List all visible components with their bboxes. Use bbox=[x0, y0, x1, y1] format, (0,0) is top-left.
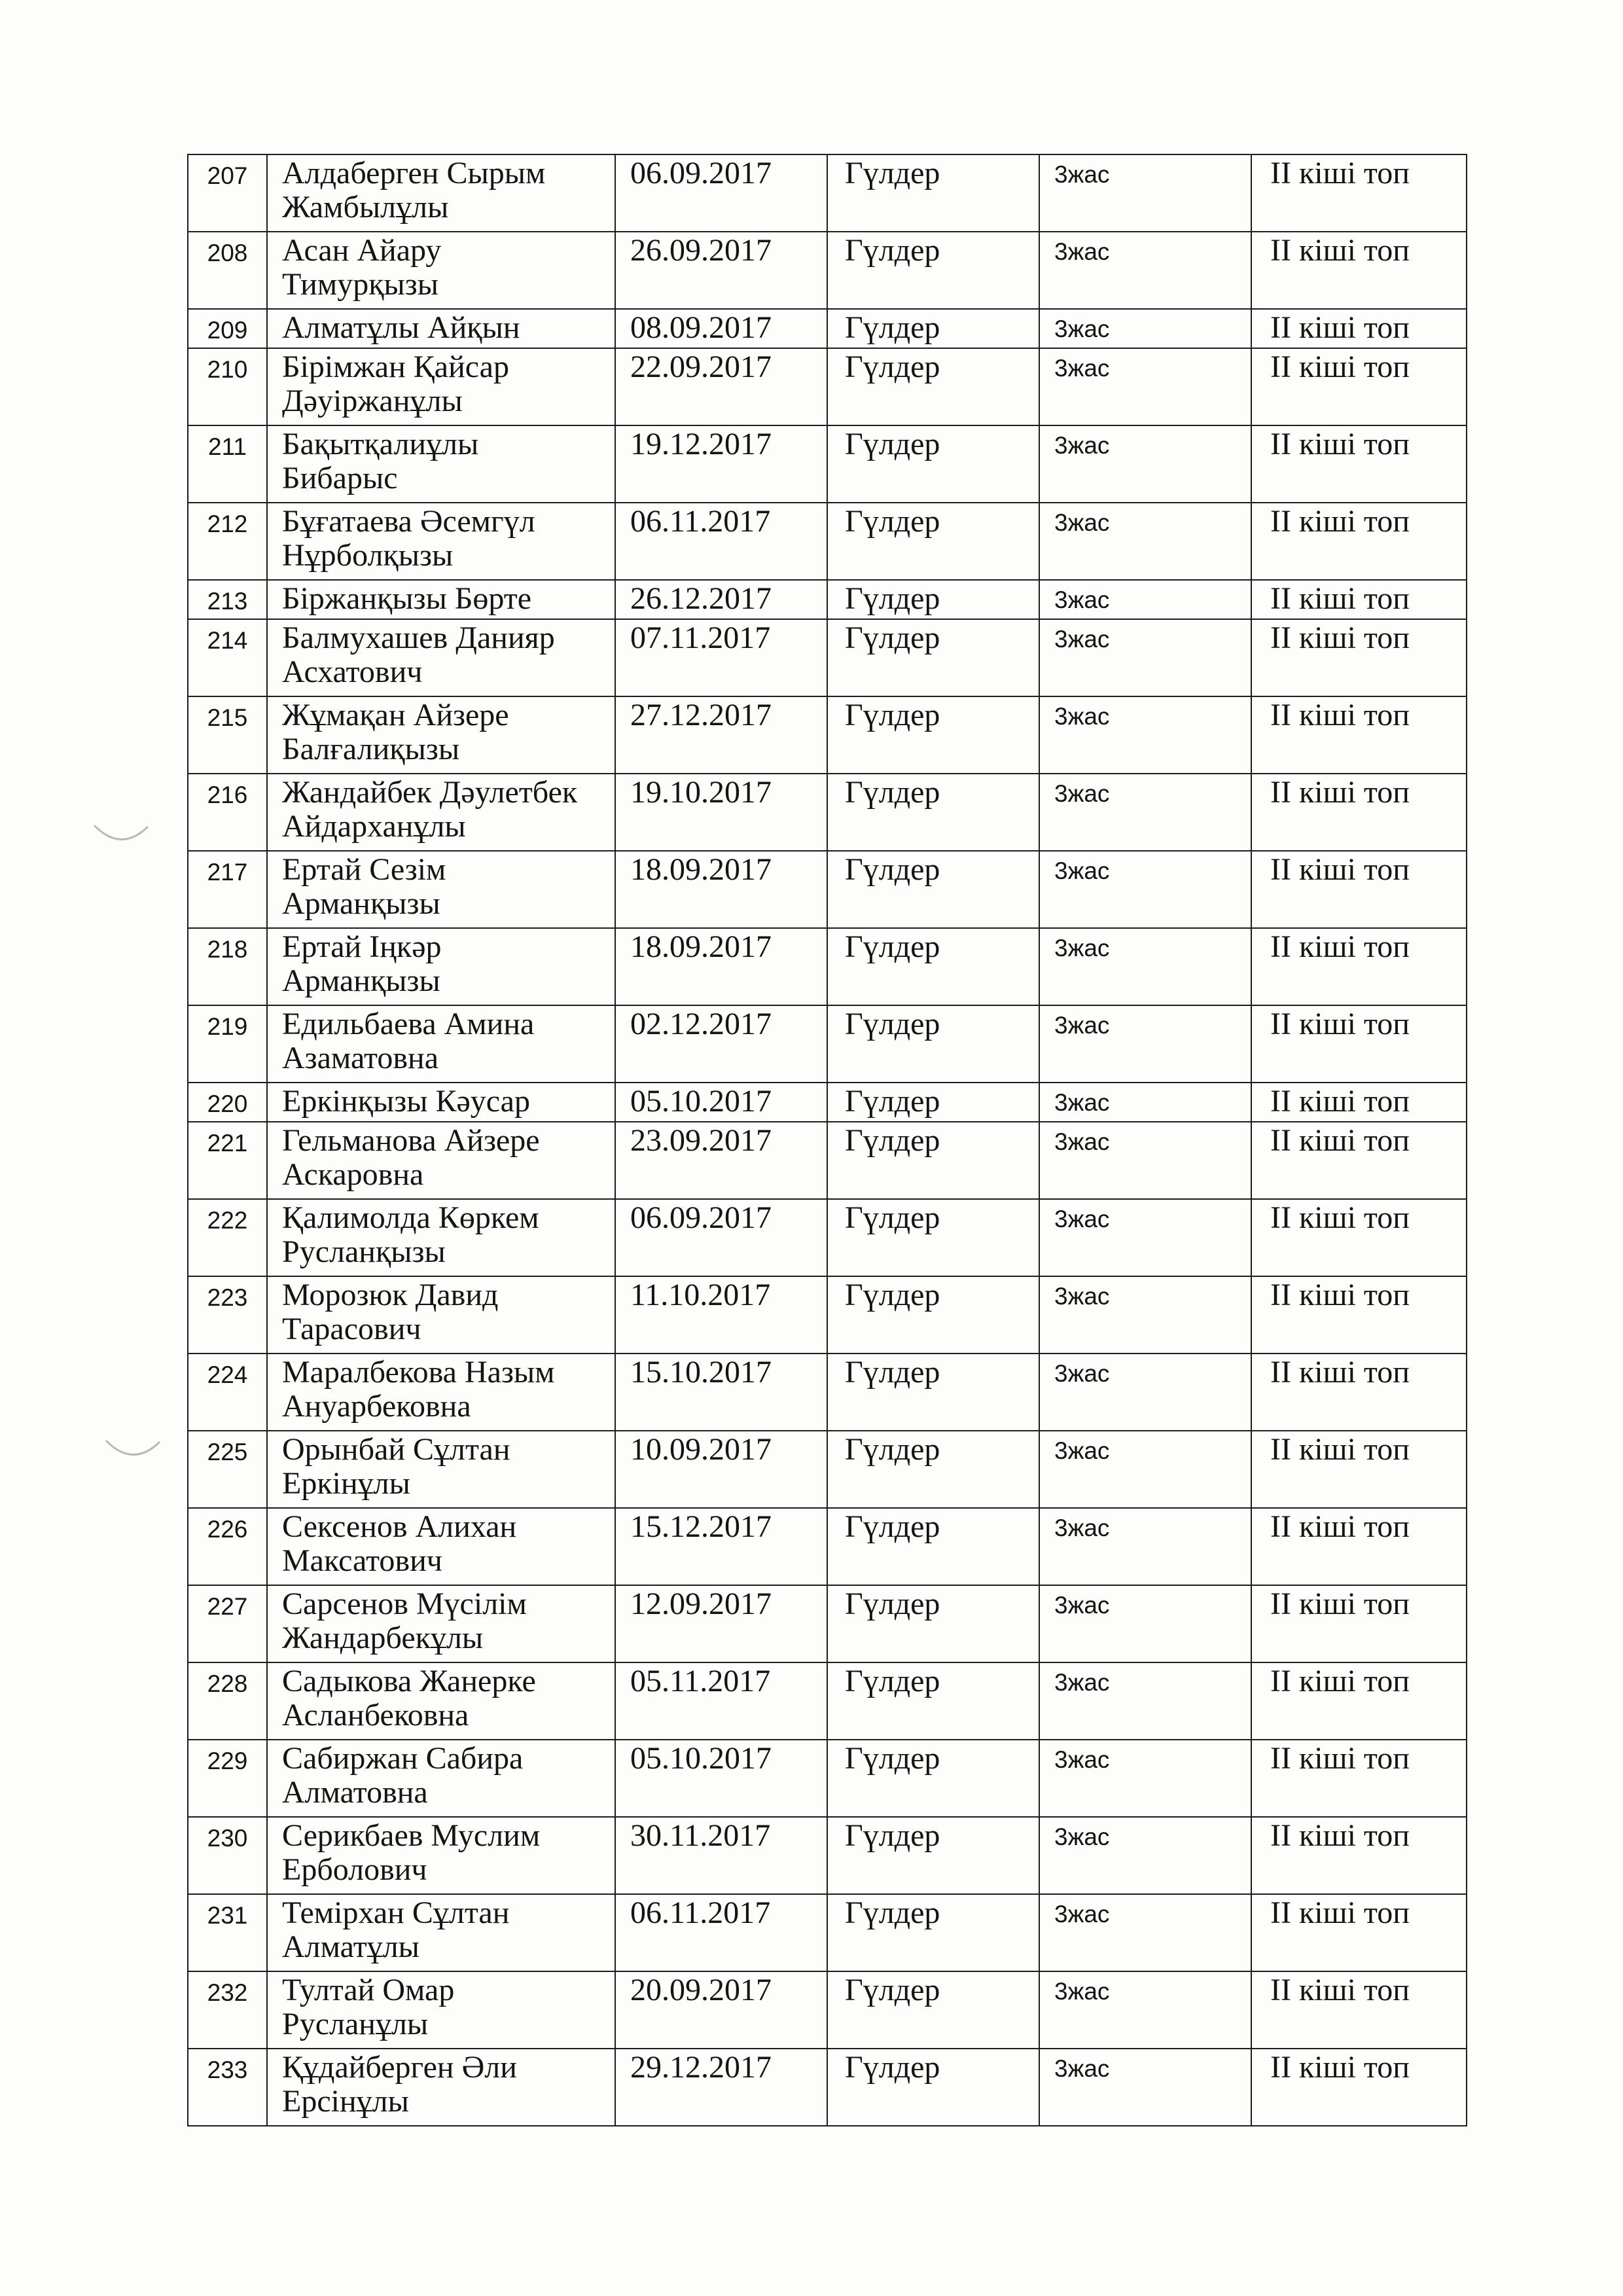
child-name: Алдаберген Сырым Жамбылұлы bbox=[267, 154, 615, 232]
child-name: Морозюк Давид Тарасович bbox=[267, 1276, 615, 1354]
age: 3жас bbox=[1039, 2049, 1251, 2126]
group-name: Гүлдер bbox=[827, 928, 1039, 1005]
birth-date: 02.12.2017 bbox=[615, 1005, 827, 1083]
birth-date: 22.09.2017 bbox=[615, 348, 827, 425]
age: 3жас bbox=[1039, 425, 1251, 503]
table-row bbox=[188, 2049, 1467, 2126]
table-row bbox=[188, 1122, 1467, 1199]
child-name: Еркінқызы Кәусар bbox=[267, 1083, 615, 1122]
group-name: Гүлдер bbox=[827, 1083, 1039, 1122]
row-number: 214 bbox=[188, 619, 267, 696]
table-row bbox=[188, 309, 1467, 348]
child-name: Алматұлы Айқын bbox=[267, 309, 615, 348]
row-number: 232 bbox=[188, 1971, 267, 2049]
group-name: Гүлдер bbox=[827, 1199, 1039, 1276]
group-name: Гүлдер bbox=[827, 1005, 1039, 1083]
birth-date: 08.09.2017 bbox=[615, 309, 827, 348]
group-name: Гүлдер bbox=[827, 232, 1039, 309]
child-name: Біржанқызы Бөрте bbox=[267, 580, 615, 619]
row-number: 221 bbox=[188, 1122, 267, 1199]
group-name: Гүлдер bbox=[827, 619, 1039, 696]
group-level: II кіші топ bbox=[1251, 851, 1467, 928]
age: 3жас bbox=[1039, 309, 1251, 348]
age: 3жас bbox=[1039, 928, 1251, 1005]
birth-date: 11.10.2017 bbox=[615, 1276, 827, 1354]
child-name: Сарсенов Мүсілім Жандарбекұлы bbox=[267, 1585, 615, 1662]
table-row bbox=[188, 1005, 1467, 1083]
child-name: Ертай Іңкәр Арманқызы bbox=[267, 928, 615, 1005]
group-name: Гүлдер bbox=[827, 348, 1039, 425]
row-number: 229 bbox=[188, 1740, 267, 1817]
group-name: Гүлдер bbox=[827, 2049, 1039, 2126]
group-level: II кіші топ bbox=[1251, 1199, 1467, 1276]
group-name: Гүлдер bbox=[827, 154, 1039, 232]
birth-date: 15.10.2017 bbox=[615, 1354, 827, 1431]
row-number: 209 bbox=[188, 309, 267, 348]
row-number: 226 bbox=[188, 1508, 267, 1585]
child-name: Серикбаев Муслим Ерболович bbox=[267, 1817, 615, 1894]
table-row bbox=[188, 1431, 1467, 1508]
group-name: Гүлдер bbox=[827, 1817, 1039, 1894]
child-name: Сабиржан Сабира Алматовна bbox=[267, 1740, 615, 1817]
group-level: II кіші топ bbox=[1251, 580, 1467, 619]
row-number: 228 bbox=[188, 1662, 267, 1740]
group-name: Гүлдер bbox=[827, 1431, 1039, 1508]
group-level: II кіші топ bbox=[1251, 1083, 1467, 1122]
group-name: Гүлдер bbox=[827, 580, 1039, 619]
table-row bbox=[188, 232, 1467, 309]
table-row bbox=[188, 1662, 1467, 1740]
age: 3жас bbox=[1039, 851, 1251, 928]
child-name: Асан Айару Тимурқызы bbox=[267, 232, 615, 309]
table-row bbox=[188, 154, 1467, 232]
age: 3жас bbox=[1039, 580, 1251, 619]
group-level: II кіші топ bbox=[1251, 1276, 1467, 1354]
birth-date: 29.12.2017 bbox=[615, 2049, 827, 2126]
child-name: Бірімжан Қайсар Дәуіржанұлы bbox=[267, 348, 615, 425]
child-name: Ертай Сезім Арманқызы bbox=[267, 851, 615, 928]
age: 3жас bbox=[1039, 1199, 1251, 1276]
child-name: Қалимолда Көркем Русланқызы bbox=[267, 1199, 615, 1276]
group-level: II кіші топ bbox=[1251, 154, 1467, 232]
row-number: 219 bbox=[188, 1005, 267, 1083]
birth-date: 05.10.2017 bbox=[615, 1740, 827, 1817]
group-level: II кіші топ bbox=[1251, 1431, 1467, 1508]
child-name: Жұмақан Айзере Балғалиқызы bbox=[267, 696, 615, 774]
child-name: Темірхан Сұлтан Алматұлы bbox=[267, 1894, 615, 1971]
table-row bbox=[188, 348, 1467, 425]
group-name: Гүлдер bbox=[827, 851, 1039, 928]
birth-date: 19.12.2017 bbox=[615, 425, 827, 503]
birth-date: 15.12.2017 bbox=[615, 1508, 827, 1585]
birth-date: 06.11.2017 bbox=[615, 1894, 827, 1971]
group-name: Гүлдер bbox=[827, 1122, 1039, 1199]
age: 3жас bbox=[1039, 1122, 1251, 1199]
birth-date: 30.11.2017 bbox=[615, 1817, 827, 1894]
group-level: II кіші топ bbox=[1251, 425, 1467, 503]
child-name: Бұғатаева Әсемгүл Нұрболқызы bbox=[267, 503, 615, 580]
row-number: 227 bbox=[188, 1585, 267, 1662]
table-row bbox=[188, 1971, 1467, 2049]
group-level: II кіші топ bbox=[1251, 348, 1467, 425]
row-number: 211 bbox=[188, 425, 267, 503]
age: 3жас bbox=[1039, 619, 1251, 696]
punch-hole-mark bbox=[103, 1437, 162, 1463]
group-name: Гүлдер bbox=[827, 1740, 1039, 1817]
child-name: Садыкова Жанерке Асланбековна bbox=[267, 1662, 615, 1740]
row-number: 231 bbox=[188, 1894, 267, 1971]
birth-date: 23.09.2017 bbox=[615, 1122, 827, 1199]
table-row bbox=[188, 1894, 1467, 1971]
child-name: Бақытқалиұлы Бибарыс bbox=[267, 425, 615, 503]
group-level: II кіші топ bbox=[1251, 774, 1467, 851]
table-row bbox=[188, 1083, 1467, 1122]
age: 3жас bbox=[1039, 1585, 1251, 1662]
row-number: 207 bbox=[188, 154, 267, 232]
group-level: II кіші топ bbox=[1251, 1585, 1467, 1662]
row-number: 224 bbox=[188, 1354, 267, 1431]
age: 3жас bbox=[1039, 503, 1251, 580]
row-number: 216 bbox=[188, 774, 267, 851]
birth-date: 06.09.2017 bbox=[615, 154, 827, 232]
group-level: II кіші топ bbox=[1251, 1662, 1467, 1740]
group-name: Гүлдер bbox=[827, 1662, 1039, 1740]
birth-date: 20.09.2017 bbox=[615, 1971, 827, 2049]
table-row bbox=[188, 1508, 1467, 1585]
age: 3жас bbox=[1039, 1354, 1251, 1431]
group-level: II кіші топ bbox=[1251, 2049, 1467, 2126]
group-name: Гүлдер bbox=[827, 1508, 1039, 1585]
group-name: Гүлдер bbox=[827, 774, 1039, 851]
group-level: II кіші топ bbox=[1251, 1005, 1467, 1083]
table-row bbox=[188, 928, 1467, 1005]
table-row bbox=[188, 1740, 1467, 1817]
birth-date: 05.10.2017 bbox=[615, 1083, 827, 1122]
table-row bbox=[188, 1276, 1467, 1354]
row-number: 215 bbox=[188, 696, 267, 774]
group-level: II кіші топ bbox=[1251, 503, 1467, 580]
group-level: II кіші топ bbox=[1251, 1740, 1467, 1817]
birth-date: 26.12.2017 bbox=[615, 580, 827, 619]
group-name: Гүлдер bbox=[827, 1971, 1039, 2049]
age: 3жас bbox=[1039, 1817, 1251, 1894]
table-row bbox=[188, 1817, 1467, 1894]
group-level: II кіші топ bbox=[1251, 309, 1467, 348]
child-name: Сексенов Алихан Максатович bbox=[267, 1508, 615, 1585]
row-number: 217 bbox=[188, 851, 267, 928]
child-name: Едильбаева Амина Азаматовна bbox=[267, 1005, 615, 1083]
birth-date: 18.09.2017 bbox=[615, 851, 827, 928]
row-number: 233 bbox=[188, 2049, 267, 2126]
age: 3жас bbox=[1039, 1431, 1251, 1508]
birth-date: 10.09.2017 bbox=[615, 1431, 827, 1508]
child-name: Гельманова Айзере Аскаровна bbox=[267, 1122, 615, 1199]
birth-date: 12.09.2017 bbox=[615, 1585, 827, 1662]
age: 3жас bbox=[1039, 232, 1251, 309]
group-level: II кіші топ bbox=[1251, 696, 1467, 774]
table-row bbox=[188, 425, 1467, 503]
age: 3жас bbox=[1039, 696, 1251, 774]
row-number: 213 bbox=[188, 580, 267, 619]
row-number: 220 bbox=[188, 1083, 267, 1122]
group-name: Гүлдер bbox=[827, 696, 1039, 774]
child-name: Тултай Омар Русланұлы bbox=[267, 1971, 615, 2049]
row-number: 230 bbox=[188, 1817, 267, 1894]
row-number: 210 bbox=[188, 348, 267, 425]
age: 3жас bbox=[1039, 154, 1251, 232]
row-number: 223 bbox=[188, 1276, 267, 1354]
age: 3жас bbox=[1039, 1740, 1251, 1817]
age: 3жас bbox=[1039, 1662, 1251, 1740]
row-number: 212 bbox=[188, 503, 267, 580]
row-number: 218 bbox=[188, 928, 267, 1005]
table-row bbox=[188, 851, 1467, 928]
row-number: 225 bbox=[188, 1431, 267, 1508]
birth-date: 18.09.2017 bbox=[615, 928, 827, 1005]
group-level: II кіші топ bbox=[1251, 1508, 1467, 1585]
age: 3жас bbox=[1039, 348, 1251, 425]
child-name: Құдайберген Әли Ерсінұлы bbox=[267, 2049, 615, 2126]
group-name: Гүлдер bbox=[827, 425, 1039, 503]
birth-date: 06.11.2017 bbox=[615, 503, 827, 580]
table-row bbox=[188, 1585, 1467, 1662]
birth-date: 06.09.2017 bbox=[615, 1199, 827, 1276]
birth-date: 26.09.2017 bbox=[615, 232, 827, 309]
birth-date: 19.10.2017 bbox=[615, 774, 827, 851]
age: 3жас bbox=[1039, 1508, 1251, 1585]
group-level: II кіші топ bbox=[1251, 1354, 1467, 1431]
group-name: Гүлдер bbox=[827, 503, 1039, 580]
birth-date: 07.11.2017 bbox=[615, 619, 827, 696]
group-name: Гүлдер bbox=[827, 309, 1039, 348]
punch-hole-mark bbox=[92, 821, 151, 848]
table-row bbox=[188, 696, 1467, 774]
group-level: II кіші топ bbox=[1251, 232, 1467, 309]
age: 3жас bbox=[1039, 1971, 1251, 2049]
group-name: Гүлдер bbox=[827, 1585, 1039, 1662]
age: 3жас bbox=[1039, 1894, 1251, 1971]
children-roster-table bbox=[187, 154, 1467, 2126]
group-level: II кіші топ bbox=[1251, 1122, 1467, 1199]
child-name: Жандайбек Дәулетбек Айдарханұлы bbox=[267, 774, 615, 851]
birth-date: 27.12.2017 bbox=[615, 696, 827, 774]
group-level: II кіші топ bbox=[1251, 928, 1467, 1005]
birth-date: 05.11.2017 bbox=[615, 1662, 827, 1740]
table-row bbox=[188, 619, 1467, 696]
age: 3жас bbox=[1039, 774, 1251, 851]
row-number: 208 bbox=[188, 232, 267, 309]
group-name: Гүлдер bbox=[827, 1894, 1039, 1971]
table-row bbox=[188, 1199, 1467, 1276]
group-level: II кіші топ bbox=[1251, 1894, 1467, 1971]
child-name: Балмухашев Данияр Асхатович bbox=[267, 619, 615, 696]
table-row bbox=[188, 774, 1467, 851]
group-name: Гүлдер bbox=[827, 1276, 1039, 1354]
group-level: II кіші топ bbox=[1251, 1817, 1467, 1894]
group-level: II кіші топ bbox=[1251, 619, 1467, 696]
age: 3жас bbox=[1039, 1005, 1251, 1083]
table-row bbox=[188, 580, 1467, 619]
table-row bbox=[188, 1354, 1467, 1431]
child-name: Орынбай Сұлтан Еркінұлы bbox=[267, 1431, 615, 1508]
child-name: Маралбекова Назым Ануарбековна bbox=[267, 1354, 615, 1431]
age: 3жас bbox=[1039, 1276, 1251, 1354]
age: 3жас bbox=[1039, 1083, 1251, 1122]
group-name: Гүлдер bbox=[827, 1354, 1039, 1431]
row-number: 222 bbox=[188, 1199, 267, 1276]
group-level: II кіші топ bbox=[1251, 1971, 1467, 2049]
table-row bbox=[188, 503, 1467, 580]
